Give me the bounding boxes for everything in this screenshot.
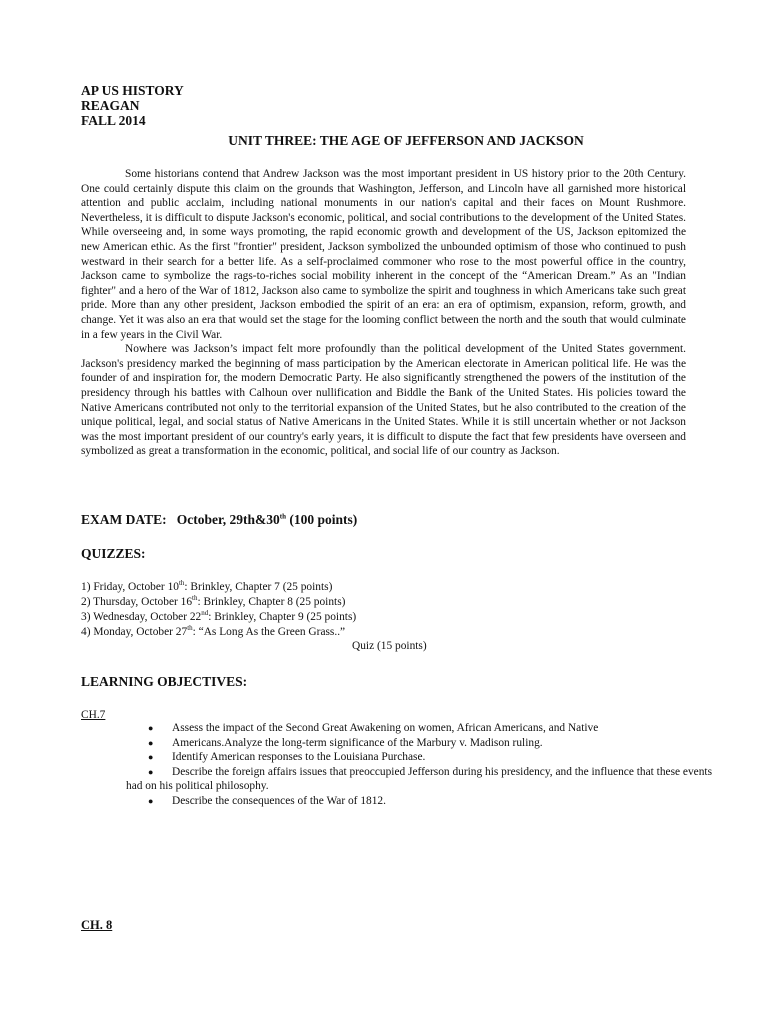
objective-text: Assess the impact of the Second Great Awakening on women, African Americans, and Native — [172, 722, 599, 734]
chapter-8-label: CH. 8 — [81, 918, 113, 932]
document-header — [81, 83, 184, 128]
objective-item — [126, 765, 716, 794]
quiz-list — [81, 580, 356, 640]
bullet-icon: ● — [148, 737, 154, 748]
objective-item — [126, 721, 716, 736]
quiz-item: 1) Friday, October 10th: Brinkley, Chapter 7 (25 points) — [81, 579, 333, 593]
objective-item — [126, 794, 716, 809]
objective-item — [126, 750, 716, 765]
intro-paragraph: Some historians contend that Andrew Jackson was the most important president in US history prior to the 20th Century. One could certainly dispute this claim on the grounds that Washington, Jefferson, and Lincoln have all garnished more historical attention and public acclaim, including national monuments in our nation's capital and their faces on Mount Rushmore. Nevertheless, it is difficult to dispute Jackson's economic, political, and social contributions to the development of the United States. While overseeing and, in some ways promoting, the rapid economic growth and development of the US, Jackson epitomized the new American ethic. As the first "frontier" president, Jackson symbolized the unbounded optimism of those who continued to push westward in their search for a better life. As a self-proclaimed commoner who rose to the most powerful office in the country, Jackson came to symbolize the rags-to-riches social mobility inherent in the concept of the “American Dream.” As an "Indian fighter" and a hero of the War of 1812, Jackson also came to symbolize the spirit and toughness in which Americans take such great pride. More than any other president, Jackson embodied the spirit of an era: an era of optimism, expansion, reform, growth, and change. Yet it was also an era that would set the stage for the looming conflict between the north and the south that would culminate in a few years in the Civil War. — [81, 168, 686, 341]
objective-item — [126, 736, 716, 751]
quizzes-heading: QUIZZES: — [81, 546, 146, 561]
bullet-icon: ● — [148, 766, 154, 777]
objective-text: Americans.Analyze the long-term significance of the Marbury v. Madison ruling. — [172, 736, 543, 749]
objective-text: Describe the foreign affairs issues that preoccupied Jefferson during his presidency, and the influence that these events had on his political philosophy. — [126, 765, 713, 793]
objective-text: Identify American responses to the Louisiana Purchase. — [172, 751, 426, 764]
teacher-name: REAGAN — [81, 98, 140, 113]
objective-text: Describe the consequences of the War of 1812. — [172, 794, 386, 807]
quiz-item: 2) Thursday, October 16th: Brinkley, Chapter 8 (25 points) — [81, 594, 346, 608]
chapter-7-objectives — [126, 721, 716, 809]
quiz-item: 4) Monday, October 27th: “As Long As the Green Grass..” — [81, 624, 346, 638]
intro-text — [81, 167, 686, 459]
quiz-item-continuation: Quiz (15 points) — [352, 640, 427, 652]
learning-objectives-heading: LEARNING OBJECTIVES: — [81, 674, 248, 689]
bullet-icon: ● — [148, 723, 154, 733]
intro-paragraph: Nowhere was Jackson’s impact felt more profoundly than the political development of the United States government. Jackson's presidency marked the beginning of mass participation by the American electorate in American political life. He was the founder of and inspiration for, the modern Democratic Party. He also significantly strengthened the powers of the institution of the presidency through his battles with Calhoun over nullification and Biddle the Bank of the United States. His policies toward the Native Americans contributed not only to the territorial expansion of the United States, but he also contributed to the creation of the unique political, legal, and social status of Native Americans in the United States. While it is still uncertain whether or not Jackson was the most important president of our country's early years, it is difficult to dispute the fact that few presidents have overseen and symbolized as great a transformation in the economic, political, and social life of our country as Jackson. — [81, 343, 686, 458]
exam-date — [81, 512, 357, 528]
term: FALL 2014 — [81, 113, 146, 128]
quiz-item: 3) Wednesday, October 22nd: Brinkley, Chapter 9 (25 points) — [81, 609, 357, 623]
exam-date-label: EXAM DATE: — [81, 512, 167, 527]
exam-date-value: October, 29th&30th (100 points) — [176, 512, 358, 527]
course-name: AP US HISTORY — [81, 83, 184, 98]
bullet-icon: ● — [148, 795, 154, 806]
unit-title: UNIT THREE: THE AGE OF JEFFERSON AND JACKSON — [228, 133, 584, 148]
chapter-7-label: CH.7 — [81, 709, 106, 721]
bullet-icon: ● — [148, 752, 154, 763]
